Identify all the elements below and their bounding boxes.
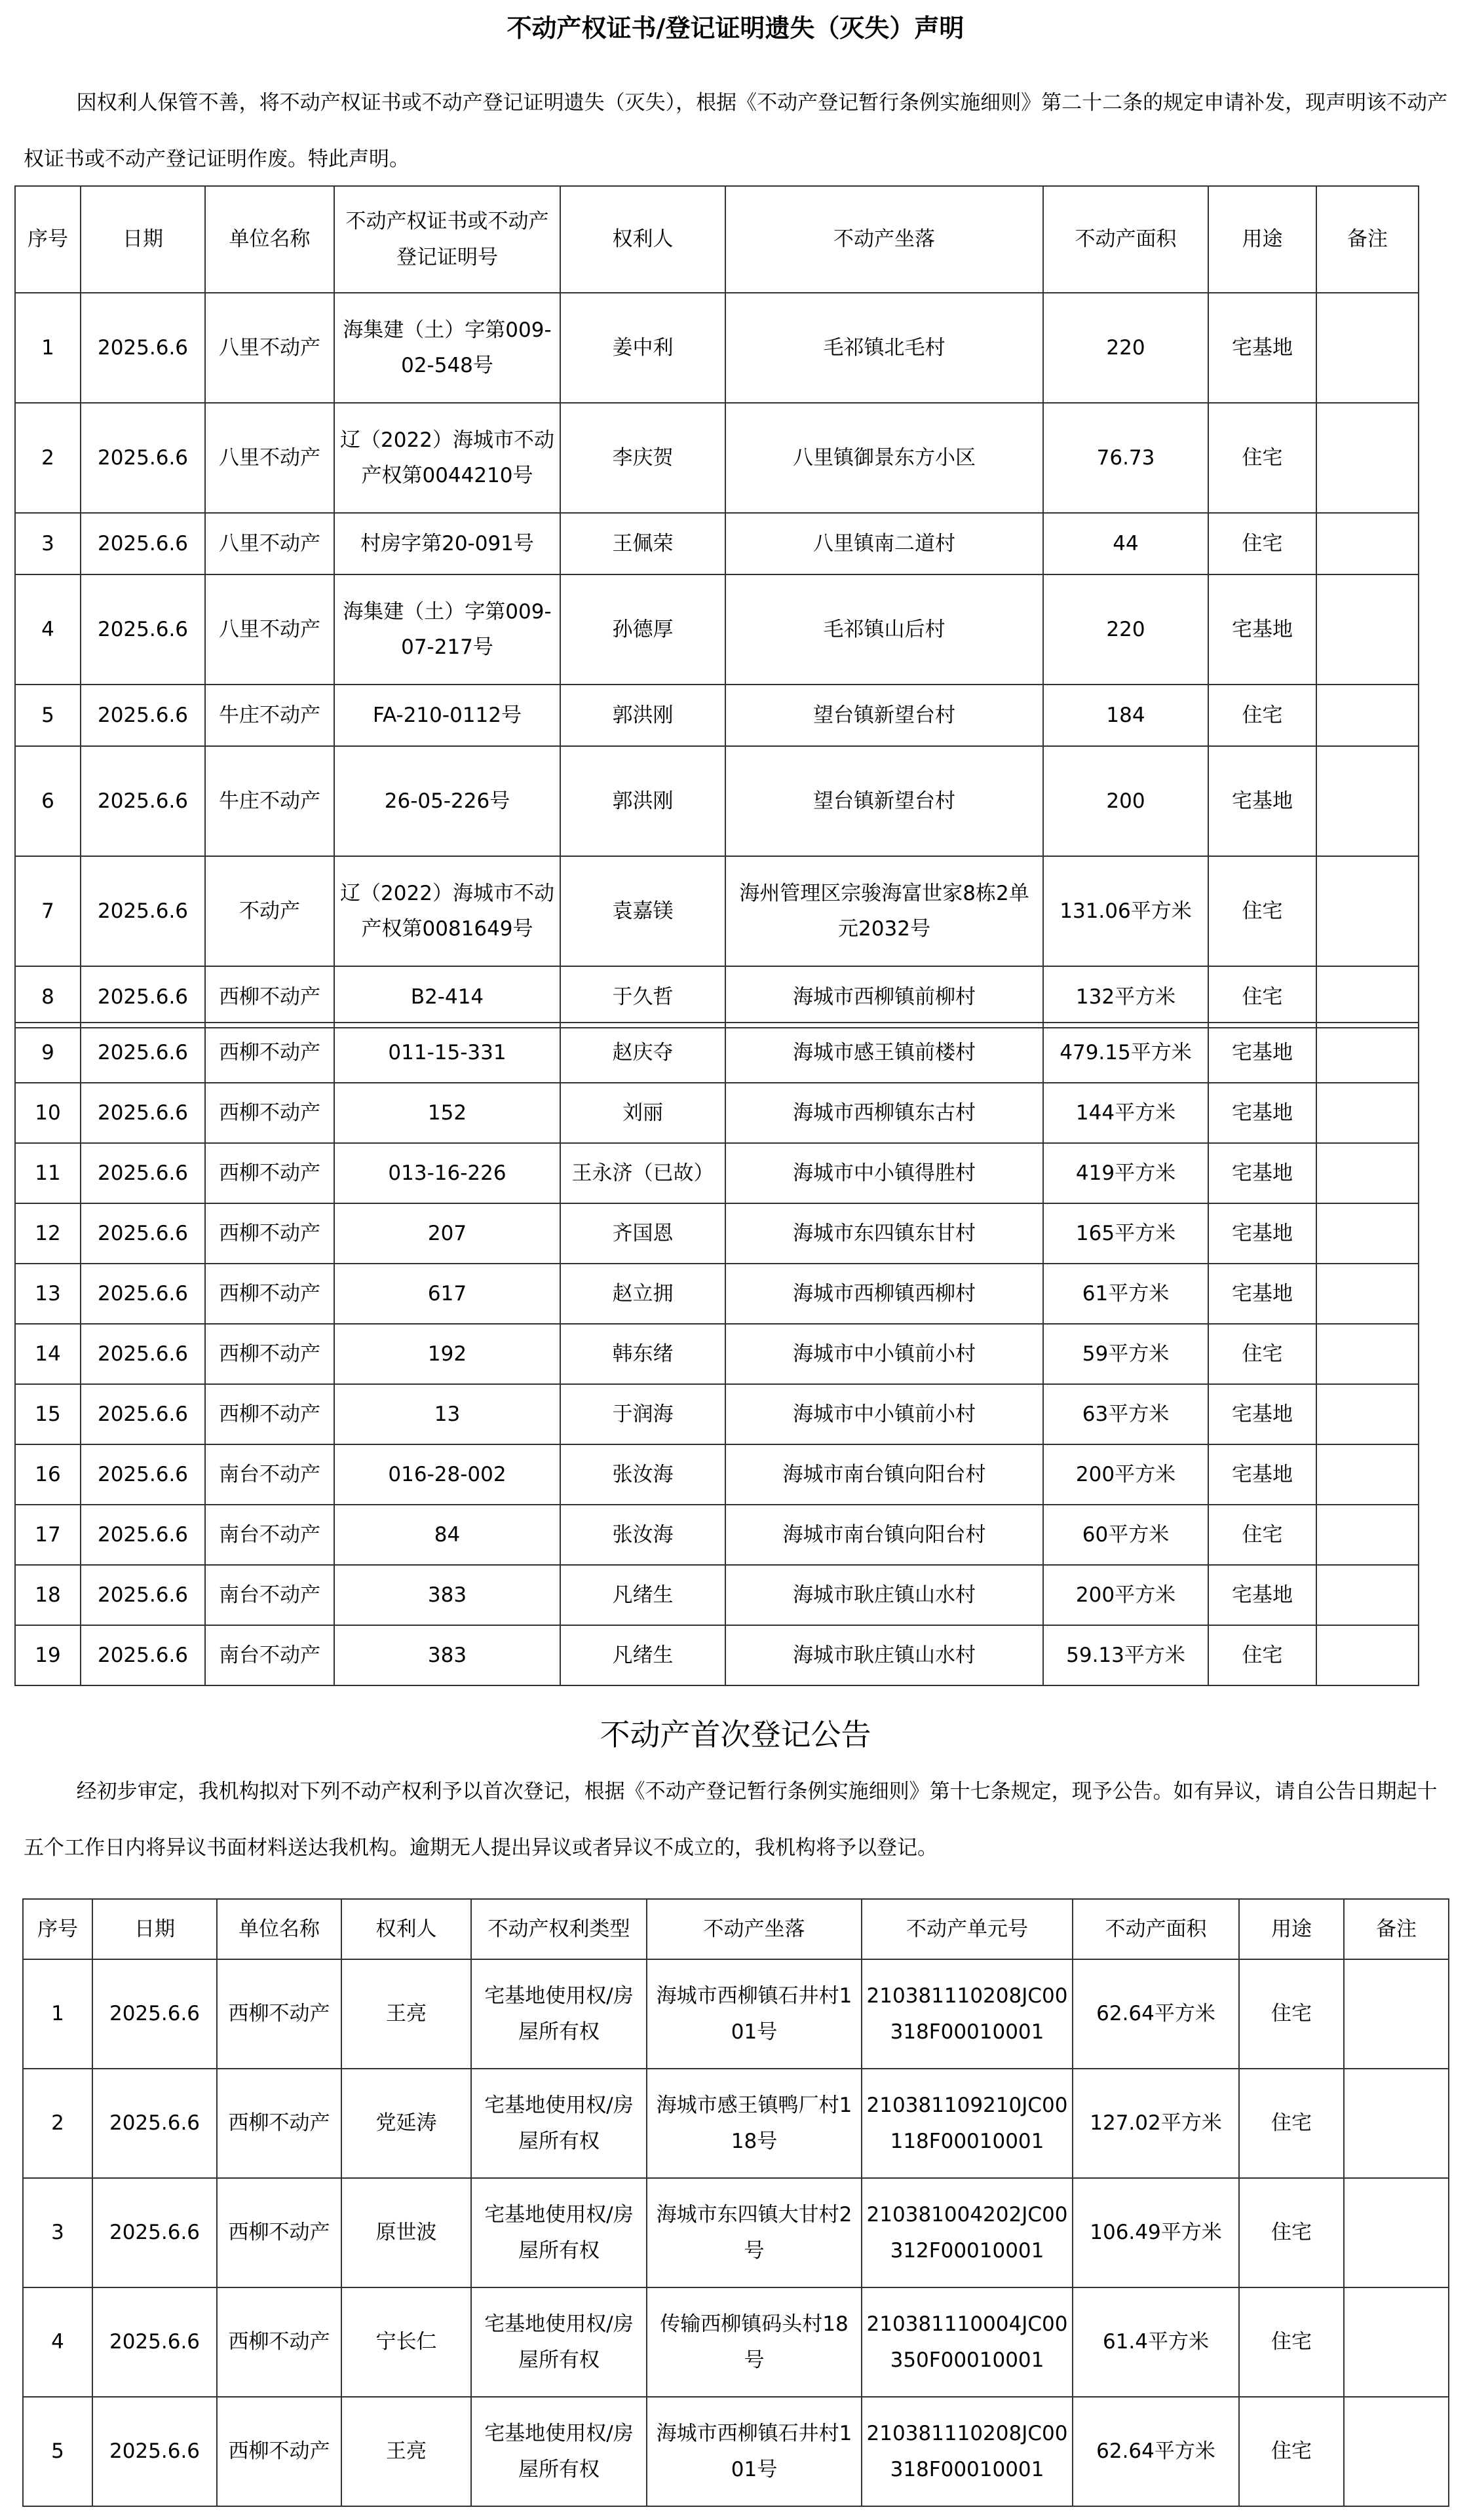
table-cell: 毛祁镇北毛村 [725,293,1043,403]
table-row [15,1625,1419,1685]
table-cell: 013-16-226 [334,1143,560,1203]
table-cell: 2025.6.6 [81,966,205,1028]
table-cell: 60平方米 [1043,1505,1208,1565]
table-row [15,1505,1419,1565]
table-cell: 海城市耿庄镇山水村 [725,1565,1043,1625]
table-cell: 220 [1043,293,1208,403]
table-cell: 207 [334,1203,560,1264]
table-header-row [23,1899,1449,1959]
table-cell: 宅基地 [1208,1384,1316,1444]
header-cell: 用途 [1208,186,1316,293]
table-cell: 011-15-331 [334,1023,560,1083]
table-cell [1316,1324,1419,1384]
table-cell: 宅基地使用权/房屋所有权 [471,1959,647,2069]
header-cell: 序号 [23,1899,92,1959]
table-cell: 12 [15,1203,81,1264]
table-cell: 5 [15,685,81,746]
table-cell [1316,1023,1419,1083]
table-cell: 住宅 [1208,403,1316,513]
table-cell: 2025.6.6 [81,513,205,574]
table-cell: 宅基地使用权/房屋所有权 [471,2397,647,2506]
table-cell: 辽（2022）海城市不动产权第0081649号 [334,856,560,966]
table-header-row [15,186,1419,293]
table-row [23,2178,1449,2287]
table-cell: 2 [23,2069,92,2178]
table-cell: 200 [1043,746,1208,856]
table-cell: 望台镇新望台村 [725,746,1043,856]
header-cell: 序号 [15,186,81,293]
table-cell: 郭洪刚 [560,746,725,856]
table-cell: 210381110208JC00318F00010001 [862,1959,1073,2069]
table-cell: 1 [23,1959,92,2069]
table-cell: 84 [334,1505,560,1565]
table-cell: 望台镇新望台村 [725,685,1043,746]
table-cell: 牛庄不动产 [205,746,334,856]
table-cell: 61平方米 [1043,1264,1208,1324]
table-cell: 传输西柳镇码头村18号 [647,2287,862,2397]
table-cell: 村房字第20-091号 [334,513,560,574]
table-cell: 220 [1043,574,1208,685]
table-cell: 419平方米 [1043,1143,1208,1203]
table-row [15,1324,1419,1384]
table-row [15,1264,1419,1324]
table-cell: 2025.6.6 [81,1143,205,1203]
table-cell: 2025.6.6 [81,746,205,856]
table-cell: 2025.6.6 [92,2069,217,2178]
table-cell: 毛祁镇山后村 [725,574,1043,685]
table-cell: 西柳不动产 [205,1264,334,1324]
table-cell: 617 [334,1264,560,1324]
table-cell: 2025.6.6 [81,1565,205,1625]
table-cell [1344,2178,1449,2287]
table-cell: 西柳不动产 [217,2178,341,2287]
table-cell [1316,1625,1419,1685]
table-cell: 孙德厚 [560,574,725,685]
table-cell: 南台不动产 [205,1444,334,1505]
first-registration-title: 不动产首次登记公告 [600,1717,871,1752]
table-cell: 西柳不动产 [205,1324,334,1384]
table-cell: 2025.6.6 [81,1324,205,1384]
table-cell: 宅基地使用权/房屋所有权 [471,2069,647,2178]
table-row [15,856,1419,966]
table-cell: 2 [15,403,81,513]
table-cell: 住宅 [1208,1505,1316,1565]
table-cell: 海城市西柳镇西柳村 [725,1264,1043,1324]
table-cell: 海城市感王镇鸭厂村118号 [647,2069,862,2178]
table-cell: 海城市西柳镇石井村101号 [647,1959,862,2069]
table-cell: 5 [23,2397,92,2506]
table-cell: 赵庆夺 [560,1023,725,1083]
table-cell: 479.15平方米 [1043,1023,1208,1083]
table-cell: 南台不动产 [205,1505,334,1565]
table-cell: 59平方米 [1043,1324,1208,1384]
table-cell: 李庆贺 [560,403,725,513]
table-cell: 宅基地 [1208,574,1316,685]
table-cell: 宅基地 [1208,1444,1316,1505]
table-cell: 127.02平方米 [1073,2069,1239,2178]
table-cell: 2025.6.6 [81,1625,205,1685]
table-cell: 19 [15,1625,81,1685]
table-cell: 2025.6.6 [92,1959,217,2069]
table-cell [1344,1959,1449,2069]
table-cell [1316,1203,1419,1264]
table-cell: 不动产 [205,856,334,966]
header-cell: 用途 [1239,1899,1344,1959]
table-cell: 106.49平方米 [1073,2178,1239,2287]
table-cell: 牛庄不动产 [205,685,334,746]
table-cell: 党延涛 [341,2069,471,2178]
table-cell: 144平方米 [1043,1083,1208,1143]
table-cell: 165平方米 [1043,1203,1208,1264]
table-cell [1316,574,1419,685]
table-cell: 383 [334,1565,560,1625]
table-cell: 西柳不动产 [217,2287,341,2397]
table-cell: 2025.6.6 [81,1083,205,1143]
table-cell: 西柳不动产 [217,2397,341,2506]
table-cell: 海州管理区宗骏海富世家8栋2单元2032号 [725,856,1043,966]
table-cell: 王佩荣 [560,513,725,574]
table-row [15,1444,1419,1505]
table-cell [1344,2069,1449,2178]
table-cell: 西柳不动产 [205,1384,334,1444]
table-cell: 17 [15,1505,81,1565]
table-row [23,2287,1449,2397]
table-cell [1316,513,1419,574]
table-cell: 62.64平方米 [1073,1959,1239,2069]
table-cell: 凡绪生 [560,1625,725,1685]
lost-notice-table-part2 [14,1022,1419,1686]
table-cell: 宅基地 [1208,1023,1316,1083]
table-cell: 2025.6.6 [81,574,205,685]
table-cell: 海集建（土）字第009-02-548号 [334,293,560,403]
lost-notice-paragraph: 因权利人保管不善，将不动产权证书或不动产登记证明遗失（灭失），根据《不动产登记暂行条例实施细则》第二十二条的规定申请补发，现声明该不动产权证书或不动产登记证明作废。特此声明。 [24,91,1448,171]
table-cell: 宅基地 [1208,746,1316,856]
table-row [15,1565,1419,1625]
table-cell: 2025.6.6 [81,1384,205,1444]
table-cell: 住宅 [1239,2069,1344,2178]
table-cell: 西柳不动产 [205,1203,334,1264]
table-cell: 2025.6.6 [81,403,205,513]
table-cell [1316,856,1419,966]
header-cell: 权利人 [341,1899,471,1959]
table-cell: 63平方米 [1043,1384,1208,1444]
table-cell: 八里不动产 [205,293,334,403]
table-row [23,2397,1449,2506]
table-cell: 132平方米 [1043,966,1208,1028]
table-cell [1316,685,1419,746]
table-cell: 王亮 [341,1959,471,2069]
table-cell: 王永济（已故） [560,1143,725,1203]
table-row [15,403,1419,513]
table-cell: 海城市中小镇前小村 [725,1324,1043,1384]
table-cell: 海城市感王镇前楼村 [725,1023,1043,1083]
header-cell: 备注 [1344,1899,1449,1959]
table-cell: 海城市东四镇大甘村2号 [647,2178,862,2287]
table-cell [1316,966,1419,1028]
table-cell [1316,1083,1419,1143]
table-cell: 海集建（土）字第009-07-217号 [334,574,560,685]
table-cell: 宅基地 [1208,1083,1316,1143]
header-cell: 不动产单元号 [862,1899,1073,1959]
table-row [15,1083,1419,1143]
table-cell: 住宅 [1208,1324,1316,1384]
table-row [23,2069,1449,2178]
table-cell: 海城市西柳镇石井村101号 [647,2397,862,2506]
table-cell: 辽（2022）海城市不动产权第0044210号 [334,403,560,513]
table-cell [1316,1384,1419,1444]
table-cell: 住宅 [1208,513,1316,574]
header-cell: 日期 [81,186,205,293]
header-cell: 不动产坐落 [725,186,1043,293]
table-cell: 宅基地 [1208,1203,1316,1264]
table-cell: 于润海 [560,1384,725,1444]
table-cell: 76.73 [1043,403,1208,513]
table-cell: 2025.6.6 [92,2397,217,2506]
table-cell: 南台不动产 [205,1625,334,1685]
first-registration-paragraph: 经初步审定，我机构拟对下列不动产权利予以首次登记，根据《不动产登记暂行条例实施细则》第十七条规定，现予公告。如有异议，请自公告日期起十五个工作日内将异议书面材料送达我机构。逾期无人提出异议或者异议不成立的，我机构将予以登记。 [24,1780,1438,1860]
header-cell: 不动产坐落 [647,1899,862,1959]
table-cell: 海城市中小镇前小村 [725,1384,1043,1444]
table-cell: 13 [334,1384,560,1444]
table-cell: 住宅 [1239,2287,1344,2397]
table-cell: 210381109210JC00118F00010001 [862,2069,1073,2178]
table-cell: 西柳不动产 [205,1023,334,1083]
table-cell: 016-28-002 [334,1444,560,1505]
table-row [15,1143,1419,1203]
table-cell: 4 [15,574,81,685]
table-cell: 宅基地 [1208,1565,1316,1625]
table-cell: 海城市西柳镇前柳村 [725,966,1043,1028]
table-cell: 11 [15,1143,81,1203]
table-cell [1316,1505,1419,1565]
table-cell: 16 [15,1444,81,1505]
header-cell: 不动产权利类型 [471,1899,647,1959]
table-cell: 200平方米 [1043,1444,1208,1505]
table-cell: 131.06平方米 [1043,856,1208,966]
table-cell: 18 [15,1565,81,1625]
table-cell: 2025.6.6 [92,2178,217,2287]
table-cell: 62.64平方米 [1073,2397,1239,2506]
table-cell: 26-05-226号 [334,746,560,856]
table-cell: 210381110004JC00350F00010001 [862,2287,1073,2397]
table-cell: 宅基地使用权/房屋所有权 [471,2178,647,2287]
table-row [15,685,1419,746]
table-cell: 210381110208JC00318F00010001 [862,2397,1073,2506]
table-cell: 3 [23,2178,92,2287]
table-cell: 宅基地使用权/房屋所有权 [471,2287,647,2397]
table-row [15,293,1419,403]
table-cell [1316,1565,1419,1625]
table-cell: 西柳不动产 [217,2069,341,2178]
table-cell: 郭洪刚 [560,685,725,746]
header-cell: 备注 [1316,186,1419,293]
table-cell: 八里不动产 [205,403,334,513]
table-cell: 刘丽 [560,1083,725,1143]
table-cell: 八里不动产 [205,574,334,685]
table-row [15,746,1419,856]
table-cell [1316,1143,1419,1203]
table-cell: 2025.6.6 [92,2287,217,2397]
table-cell: 海城市耿庄镇山水村 [725,1625,1043,1685]
table-cell: 3 [15,513,81,574]
table-cell: 姜中利 [560,293,725,403]
table-cell: 海城市南台镇向阳台村 [725,1444,1043,1505]
table-row [15,1203,1419,1264]
header-cell: 单位名称 [217,1899,341,1959]
table-cell: 齐国恩 [560,1203,725,1264]
table-cell: 2025.6.6 [81,1264,205,1324]
table-cell: 张汝海 [560,1505,725,1565]
table-cell: 宅基地 [1208,293,1316,403]
header-cell: 不动产权证书或不动产登记证明号 [334,186,560,293]
table-cell: 宁长仁 [341,2287,471,2397]
table-cell: 住宅 [1208,685,1316,746]
table-cell: 2025.6.6 [81,1023,205,1083]
table-row [15,1384,1419,1444]
table-cell: FA-210-0112号 [334,685,560,746]
table-cell: 2025.6.6 [81,685,205,746]
table-cell [1316,746,1419,856]
table-cell: 原世波 [341,2178,471,2287]
table-cell: B2-414 [334,966,560,1028]
table-cell: 192 [334,1324,560,1384]
first-registration-table [22,1898,1449,2507]
table-cell: 于久哲 [560,966,725,1028]
table-cell: 南台不动产 [205,1565,334,1625]
table-cell [1316,1264,1419,1324]
table-cell [1316,403,1419,513]
table-row [15,966,1419,1028]
table-cell: 2025.6.6 [81,856,205,966]
table-cell: 八里镇南二道村 [725,513,1043,574]
table-cell: 200平方米 [1043,1565,1208,1625]
table-cell: 2025.6.6 [81,1505,205,1565]
table-cell: 152 [334,1083,560,1143]
table-cell: 八里镇御景东方小区 [725,403,1043,513]
table-cell: 宅基地 [1208,1143,1316,1203]
table-cell: 凡绪生 [560,1565,725,1625]
table-cell: 西柳不动产 [205,966,334,1028]
table-cell [1344,2397,1449,2506]
table-cell: 2025.6.6 [81,1444,205,1505]
table-cell: 八里不动产 [205,513,334,574]
table-cell: 2025.6.6 [81,293,205,403]
table-cell: 住宅 [1208,1625,1316,1685]
table-cell: 9 [15,1023,81,1083]
table-cell: 海城市中小镇得胜村 [725,1143,1043,1203]
table-cell: 59.13平方米 [1043,1625,1208,1685]
table-cell: 210381004202JC00312F00010001 [862,2178,1073,2287]
table-cell: 西柳不动产 [205,1083,334,1143]
table-cell: 海城市西柳镇东古村 [725,1083,1043,1143]
table-cell: 6 [15,746,81,856]
lost-notice-table-part1 [14,185,1419,1028]
table-cell: 7 [15,856,81,966]
table-cell: 张汝海 [560,1444,725,1505]
table-cell: 赵立拥 [560,1264,725,1324]
table-cell: 西柳不动产 [217,1959,341,2069]
table-cell: 韩东绪 [560,1324,725,1384]
table-cell: 住宅 [1239,1959,1344,2069]
table-cell: 住宅 [1239,2397,1344,2506]
table-cell: 住宅 [1208,966,1316,1028]
lost-notice-title: 不动产权证书/登记证明遗失（灭失）声明 [506,14,965,43]
table-cell: 383 [334,1625,560,1685]
header-cell: 不动产面积 [1043,186,1208,293]
table-cell: 1 [15,293,81,403]
table-cell: 住宅 [1239,2178,1344,2287]
table-row [15,574,1419,685]
table-cell: 宅基地 [1208,1264,1316,1324]
header-cell: 不动产面积 [1073,1899,1239,1959]
table-cell: 13 [15,1264,81,1324]
table-cell: 8 [15,966,81,1028]
table-cell: 2025.6.6 [81,1203,205,1264]
table-cell: 61.4平方米 [1073,2287,1239,2397]
table-cell: 西柳不动产 [205,1143,334,1203]
table-row [15,513,1419,574]
table-cell: 10 [15,1083,81,1143]
table-cell [1344,2287,1449,2397]
header-cell: 权利人 [560,186,725,293]
header-cell: 日期 [92,1899,217,1959]
header-cell: 单位名称 [205,186,334,293]
table-cell [1316,293,1419,403]
table-cell: 住宅 [1208,856,1316,966]
table-cell: 184 [1043,685,1208,746]
table-cell: 王亮 [341,2397,471,2506]
table-cell: 袁嘉镁 [560,856,725,966]
table-cell: 14 [15,1324,81,1384]
table-row [23,1959,1449,2069]
table-cell: 海城市东四镇东甘村 [725,1203,1043,1264]
table-row [15,1023,1419,1083]
table-cell: 15 [15,1384,81,1444]
table-cell: 海城市南台镇向阳台村 [725,1505,1043,1565]
table-cell: 4 [23,2287,92,2397]
table-cell [1316,1444,1419,1505]
table-cell: 44 [1043,513,1208,574]
